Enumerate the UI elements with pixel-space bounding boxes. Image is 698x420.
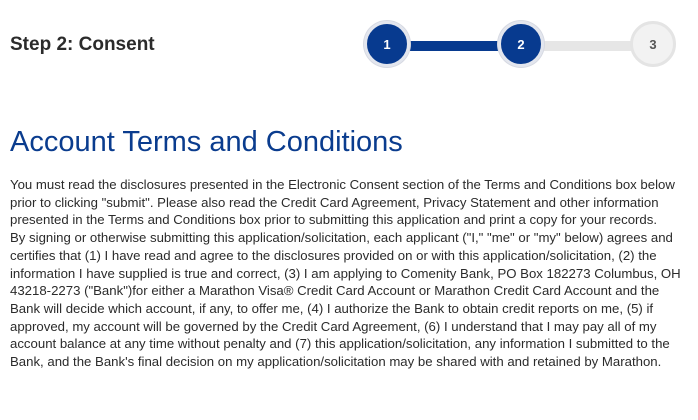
page-header [0, 0, 698, 92]
step-1-label: 1 [383, 36, 391, 52]
disclosure-paragraph: You must read the disclosures presented in the Electronic Consent section of the Terms and Conditions box below prior to clicking "submit". Please also read the Credit Card Agreement, Privacy Statement and other information presented in the Terms and Conditions box prior to submitting this application and print a copy for your records. [10, 177, 675, 228]
step-1-indicator [364, 21, 410, 67]
certification-paragraph: By signing or otherwise submitting this application/solicitation, each applicant ("I," "me" or "my" below) agrees and certifies that (1) I have read and agree to the disclosures provided on or with this application/solicitation, (2) the information I have supplied is true and correct, (3) I am applying to Comenity Bank, PO Box 182273 Columbus, OH 43218-2273 ("Bank")for either a Marathon Visa® Credit Card Account or Marathon Credit Card Account and the Bank will decide which account, if any, to offer me, (4) I authorize the Bank to obtain credit reports on me, (5) if approved, my account will be governed by the Credit Card Agreement, (6) I understand that I may pay all of my account balance at any time without penalty and (7) this application/solicitation, any information I submitted to the Bank, and the Bank's final decision on my application/solicitation may be shared with and retained by Marathon. [10, 230, 681, 370]
step-2-indicator [498, 21, 544, 67]
page-title: Account Terms and Conditions [10, 126, 403, 158]
terms-section [10, 122, 690, 371]
step-title: Step 2: Consent [10, 34, 155, 55]
step-2-label: 2 [517, 36, 525, 52]
step-3-indicator [630, 21, 676, 67]
step-3-label: 3 [649, 36, 657, 52]
progress-stepper [362, 21, 682, 71]
